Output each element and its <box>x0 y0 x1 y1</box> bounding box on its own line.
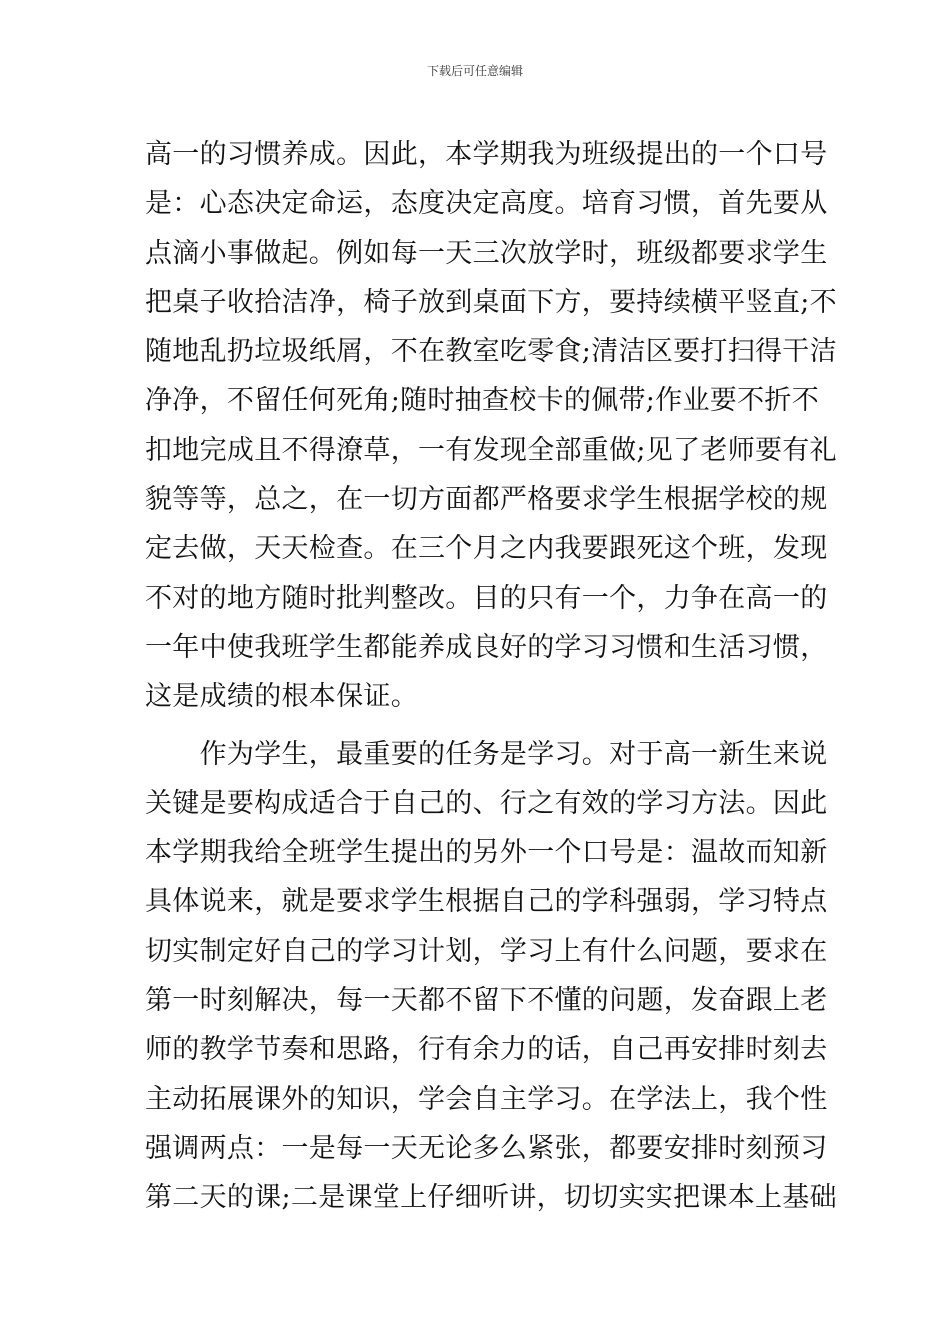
text-line: 净净，不留任何死角;随时抽查校卡的佩带;作业要不折不 <box>145 385 819 417</box>
text-line: 点滴小事做起。例如每一天三次放学时，班级都要求学生 <box>145 237 828 269</box>
text-line: 定去做，天天检查。在三个月之内我要跟死这个班，发现 <box>145 533 828 565</box>
text-line: 貌等等，总之，在一切方面都严格要求学生根据学校的规 <box>145 484 828 516</box>
text-line: 作为学生，最重要的任务是学习。对于高一新生来说 <box>145 738 828 770</box>
paragraph-2 <box>145 730 837 1223</box>
text-line: 随地乱扔垃圾纸屑，不在教室吃零食;清洁区要打扫得干洁 <box>145 336 837 368</box>
text-line: 师的教学节奏和思路，行有余力的话，自己再安排时刻去 <box>145 1034 828 1066</box>
text-line: 高一的习惯养成。因此，本学期我为班级提出的一个口号 <box>145 139 828 170</box>
text-line: 强调两点：一是每一天无论多么紧张，都要安排时刻预习 <box>145 1132 828 1164</box>
text-line: 第二天的课;二是课堂上仔细听讲，切切实实把课本上基础 <box>145 1182 837 1214</box>
text-line: 具体说来，就是要求学生根据自己的学科强弱，学习特点 <box>145 886 828 918</box>
text-line: 扣地完成且不得潦草，一有发现全部重做;见了老师要有礼 <box>145 434 837 466</box>
text-line: 是：心态决定命运，态度决定高度。培育习惯，首先要从 <box>145 188 828 220</box>
text-line: 主动拓展课外的知识，学会自主学习。在学法上，我个性 <box>145 1083 828 1115</box>
text-line: 这是成绩的根本保证。 <box>145 681 418 713</box>
text-line: 关键是要构成适合于自己的、行之有效的学习方法。因此 <box>145 787 828 819</box>
text-line: 切实制定好自己的学习计划，学习上有什么问题，要求在 <box>145 935 828 967</box>
page-header: 下载后可任意编辑 <box>426 64 523 78</box>
paragraph-1 <box>145 130 837 722</box>
text-line: 把桌子收拾洁净，椅子放到桌面下方，要持续横平竖直;不 <box>145 286 837 318</box>
text-line: 第一时刻解决，每一天都不留下不懂的问题，发奋跟上老 <box>145 985 828 1017</box>
document-body <box>145 130 837 1223</box>
text-line: 不对的地方随时批判整改。目的只有一个，力争在高一的 <box>145 582 828 614</box>
paragraph-gap <box>145 722 810 730</box>
text-line: 一年中使我班学生都能养成良好的学习习惯和生活习惯， <box>145 631 828 663</box>
text-line: 本学期我给全班学生提出的另外一个口号是：温故而知新 <box>145 837 828 869</box>
